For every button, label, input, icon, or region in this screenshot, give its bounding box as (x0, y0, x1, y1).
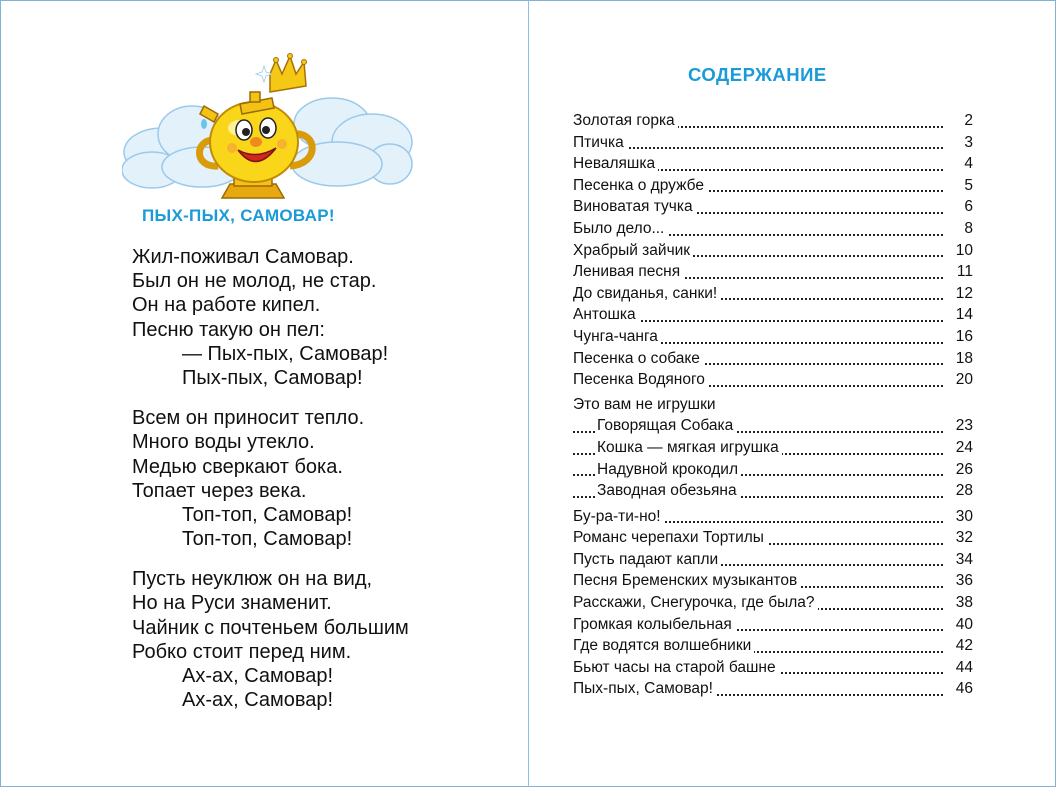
toc-page-number: 28 (943, 480, 973, 502)
toc-entry (573, 657, 973, 679)
toc-entry-title: Неваляшка (573, 155, 658, 172)
stanza (132, 567, 502, 712)
toc-entry-title: Чунга-чанга (573, 328, 661, 345)
toc-title: СОДЕРЖАНИЕ (688, 64, 827, 85)
toc-page-number: 20 (943, 369, 973, 391)
poem-line: Был он не молод, не стар. (132, 270, 377, 293)
toc-page-number: 8 (943, 218, 973, 240)
toc-entry (573, 678, 973, 700)
poem-refrain-line: Ах-ах, Самовар! (182, 665, 334, 687)
poem-refrain-line: — Пых-пых, Самовар! (182, 342, 389, 365)
toc-entry (573, 348, 973, 370)
toc-entry-title: Храбрый зайчик (573, 242, 693, 259)
toc-page-number: 3 (943, 132, 973, 154)
samovar-with-crown-icon (122, 52, 414, 202)
toc-entry-title: Надувной крокодил (597, 461, 741, 478)
toc-entry (573, 549, 973, 571)
toc-entry-title: Антошка (573, 306, 639, 323)
toc-entry-title: Кошка — мягкая игрушка (597, 439, 782, 456)
toc-entry-title: Пых-пых, Самовар! (573, 680, 716, 697)
toc-entry-title: Золотая горка (573, 112, 678, 129)
toc-section-heading (573, 394, 973, 416)
toc-entry-title: Песенка Водяного (573, 371, 708, 388)
poem-line: Топает через века. (132, 479, 307, 502)
toc-entry-title: Пусть падают капли (573, 551, 721, 568)
toc-page-number: 6 (943, 196, 973, 218)
toc-entry-title: Песенка о собаке (573, 350, 703, 367)
toc-page-number: 14 (943, 304, 973, 326)
poem-line: Песню такую он пел: (132, 318, 325, 341)
toc-entry (573, 218, 973, 240)
toc-page-number: 16 (943, 326, 973, 348)
toc-entry (573, 110, 973, 132)
poem-line: Он на работе кипел. (132, 294, 321, 317)
stanza (132, 406, 502, 551)
toc-entry-title: Громкая колыбельная (573, 616, 735, 633)
toc-entry (573, 261, 973, 283)
poem-refrain-line: Ах-ах, Самовар! (182, 689, 334, 712)
toc-entry-title: Где водятся волшебники (573, 637, 754, 654)
toc-entry (573, 635, 973, 657)
toc-page-number: 30 (943, 506, 973, 528)
toc-entry (573, 283, 973, 305)
toc-entry-title: Романс черепахи Тортилы (573, 529, 767, 546)
toc-sub-entry (573, 437, 973, 459)
book-spine (528, 0, 529, 787)
toc-entry-title: Птичка (573, 134, 627, 151)
toc-entry (573, 570, 973, 592)
toc-entry-title: Расскажи, Снегурочка, где была? (573, 594, 818, 611)
poem-line: Много воды утекло. (132, 431, 315, 454)
toc-entry (573, 506, 973, 528)
toc-page-number: 36 (943, 570, 973, 592)
toc-entry-title: Песенка о дружбе (573, 177, 707, 194)
toc-entry (573, 369, 973, 391)
toc-page-number: 26 (943, 459, 973, 481)
toc-entry-title: Заводная обезьяна (597, 482, 740, 499)
toc-page-number: 10 (943, 240, 973, 262)
toc-sub-entry (573, 480, 973, 502)
toc-entry-title: Ленивая песня (573, 263, 683, 280)
toc-entry (573, 196, 973, 218)
toc-entry-title: До свиданья, санки! (573, 285, 720, 302)
toc-page-number: 34 (943, 549, 973, 571)
poem-line: Всем он приносит тепло. (132, 407, 365, 430)
table-of-contents (573, 110, 973, 700)
toc-entry-title: Песня Бременских музыкантов (573, 572, 800, 589)
toc-entry-title: Бьют часы на старой башне (573, 659, 779, 676)
toc-entry (573, 132, 973, 154)
toc-entry (573, 153, 973, 175)
poem-line: Медью сверкают бока. (132, 455, 343, 478)
toc-page-number: 44 (943, 657, 973, 679)
toc-page-number: 42 (943, 635, 973, 657)
toc-page-number: 23 (943, 415, 973, 437)
toc-entry-title: Виноватая тучка (573, 198, 696, 215)
toc-entry-title: Это вам не игрушки (573, 396, 719, 413)
toc-page-number: 38 (943, 592, 973, 614)
toc-entry (573, 240, 973, 262)
toc-entry-title: Говорящая Собака (597, 417, 736, 434)
toc-entry-title: Бу-ра-ти-но! (573, 508, 664, 525)
toc-sub-entry (573, 415, 973, 437)
toc-entry (573, 304, 973, 326)
poem-line: Робко стоит перед ним. (132, 640, 352, 663)
toc-page-number: 5 (943, 175, 973, 197)
poem-refrain-line: Топ-топ, Самовар! (182, 503, 353, 526)
poem-line: Но на Руси знаменит. (132, 592, 332, 615)
toc-page-number: 4 (943, 153, 973, 175)
poem-line: Пусть неуклюж он на вид, (132, 568, 373, 591)
toc-page-number: 40 (943, 614, 973, 636)
stanza (132, 245, 502, 390)
toc-page-number: 24 (943, 437, 973, 459)
toc-page-number: 11 (943, 261, 973, 283)
poem-line: Чайник с почтеньем большим (132, 616, 409, 639)
poem-refrain-line: Пых-пых, Самовар! (182, 366, 363, 389)
toc-page-number: 32 (943, 527, 973, 549)
poem-refrain-line: Топ-топ, Самовар! (182, 528, 353, 551)
poem-title: ПЫХ-ПЫХ, САМОВАР! (142, 206, 335, 225)
toc-entry (573, 527, 973, 549)
toc-entry (573, 326, 973, 348)
toc-entry (573, 614, 973, 636)
toc-entry (573, 175, 973, 197)
poem-line: Жил-поживал Самовар. (132, 246, 354, 268)
toc-sub-entry (573, 459, 973, 481)
toc-leader-dots (573, 147, 943, 149)
toc-page-number: 2 (943, 110, 973, 132)
toc-page-number: 12 (943, 283, 973, 305)
toc-page-number: 46 (943, 678, 973, 700)
toc-page-number: 18 (943, 348, 973, 370)
poem-text (132, 245, 502, 712)
toc-entry-title: Было дело... (573, 220, 667, 237)
toc-entry (573, 592, 973, 614)
